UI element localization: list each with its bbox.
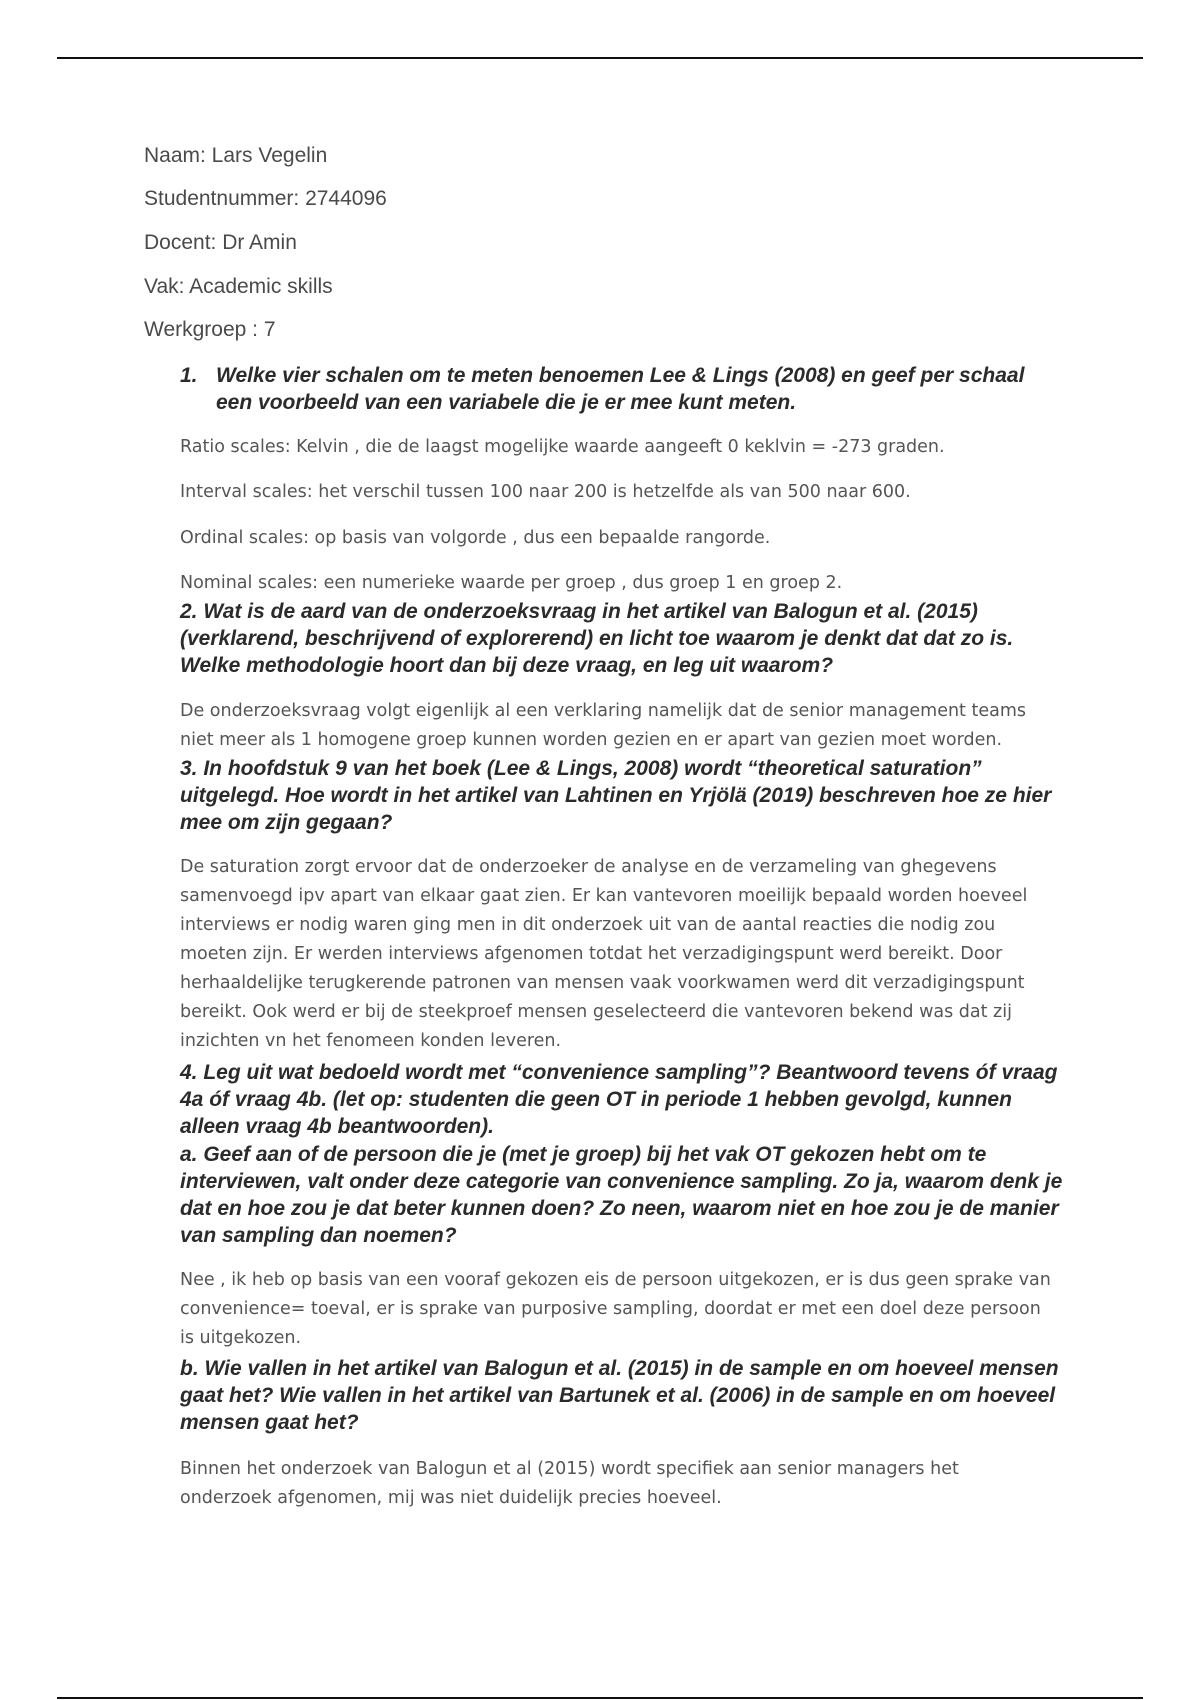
question-1-number: 1. <box>180 364 198 387</box>
answer-3: De saturation zorgt ervoor dat de onderzoeker de analyse en de verzameling van ghegevens samenvoegd ipv apart van elkaar gaat zien. Er kan vantevoren moeilijk bepaald worden hoeveel interviews er nodig waren ging men in dit onderzoek uit van de aantal reacties die nodig zou moeten zijn. Er werden interviews afgenomen totdat het verzadigingspunt werd bereikt. Door herhaaldelijke terugkerende patronen van mensen vaak voorkwamen werd dit verzadigingspunt bereikt. Ook werd er bij de steekproef mensen geselecteerd die vantevoren bekend was dat zij inzichten vn het fenomeen konden leveren. <box>180 857 1028 1051</box>
answer-4b: Binnen het onderzoek van Balogun et al (2015) wordt specifiek aan senior managers het onderzoek afgenomen, mij was niet duidelijk precies hoeveel. <box>180 1459 959 1508</box>
course: Vak: Academic skills <box>144 275 333 298</box>
answer-1-ratio: Ratio scales: Kelvin , die de laagst mogelijke waarde aangeeft 0 keklvin = -273 graden. <box>180 437 945 457</box>
question-2: 2. Wat is de aard van de onderzoeksvraag in het artikel van Balogun et al. (2015) (verklarend, beschrijvend of explorerend) en licht toe waarom je denkt dat dat zo is. Welke methodologie hoort dan bij deze vraag, en leg uit waarom? <box>180 600 1014 677</box>
header-rule <box>57 57 1143 59</box>
answer-1-ordinal: Ordinal scales: op basis van volgorde , dus een bepaalde rangorde. <box>180 528 771 548</box>
workgroup: Werkgroep : 7 <box>144 318 276 341</box>
question-4: 4. Leg uit wat bedoeld wordt met “convenience sampling”? Beantwoord tevens óf vraag 4a óf vraag 4b. (let op: studenten die geen OT in periode 1 hebben gevolgd, kunnen alleen vraag 4b beantwoorden). <box>180 1061 1058 1138</box>
answer-1-nominal: Nominal scales: een numerieke waarde per groep , dus groep 1 en groep 2. <box>180 573 843 593</box>
question-3: 3. In hoofdstuk 9 van het boek (Lee & Lings, 2008) wordt “theoretical saturation” uitgelegd. Hoe wordt in het artikel van Lahtinen en Yrjölä (2019) beschreven hoe ze hier mee om zijn gegaan? <box>180 757 1052 834</box>
question-4b: b. Wie vallen in het artikel van Balogun et al. (2015) in de sample en om hoeveel mensen gaat het? Wie vallen in het artikel van Bartunek et al. (2006) in de sample en om hoeveel mensen gaat het? <box>180 1357 1059 1434</box>
answer-2: De onderzoeksvraag volgt eigenlijk al een verklaring namelijk dat de senior management teams niet meer als 1 homogene groep kunnen worden gezien en er apart van gezien moet worden. <box>180 701 1026 750</box>
answer-1-interval: Interval scales: het verschil tussen 100 naar 200 is hetzelfde als van 500 naar 600. <box>180 482 911 502</box>
question-1 <box>180 362 1040 416</box>
student-name: Naam: Lars Vegelin <box>144 144 328 167</box>
question-4a: a. Geef aan of de persoon die je (met je groep) bij het vak OT gekozen hebt om te interviewen, valt onder deze categorie van convenience sampling. Zo ja, waarom denk je dat en hoe zou je dat beter kunnen doen? Zo neen, waarom niet en hoe zou je de manier van sampling dan noemen? <box>180 1143 1063 1247</box>
question-1-text: Welke vier schalen om te meten benoemen Lee & Lings (2008) en geef per schaal een voorbeeld van een variabele die je er mee kunt meten. <box>216 364 1025 414</box>
student-number: Studentnummer: 2744096 <box>144 187 387 210</box>
teacher: Docent: Dr Amin <box>144 231 297 254</box>
answer-4a: Nee , ik heb op basis van een vooraf gekozen eis de persoon uitgekozen, er is dus geen sprake van convenience= toeval, er is sprake van purposive sampling, doordat er met een doel deze persoon is uitgekozen. <box>180 1270 1051 1348</box>
footer-rule <box>57 1697 1143 1699</box>
